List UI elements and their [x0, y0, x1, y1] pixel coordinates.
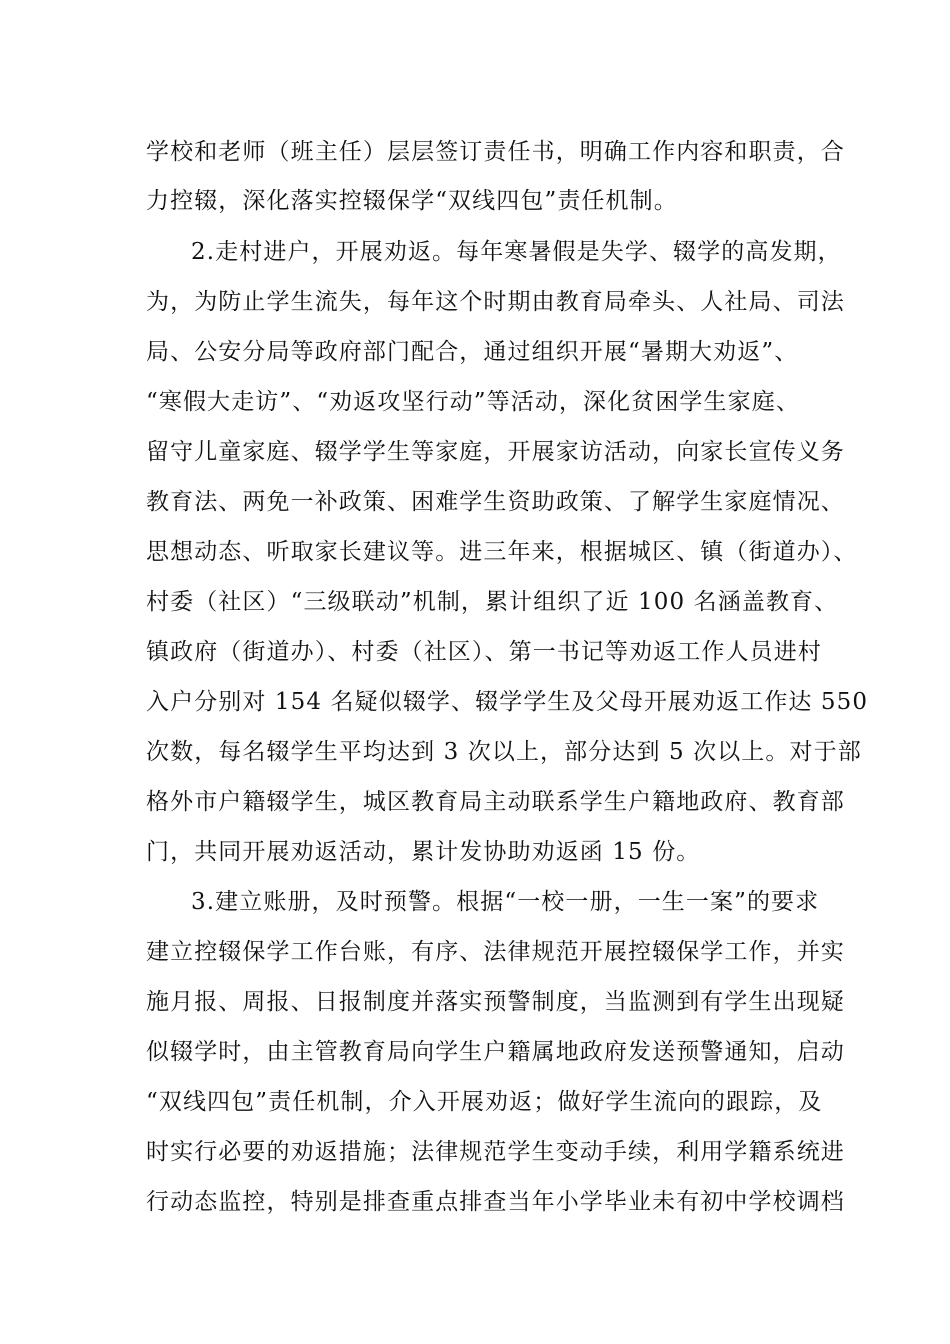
text-line: 格外市户籍辍学生，城区教育局主动联系学生户籍地政府、教育部 — [146, 789, 845, 815]
text-line: 思想动态、听取家长建议等。进三年来，根据城区、镇（街道办）、 — [146, 539, 858, 565]
text-line: 时实行必要的劝返措施；法律规范学生变动手续，利用学籍系统进 — [146, 1139, 845, 1165]
text-line: 次数，每名辍学生平均达到 3 次以上，部分达到 5 次以上。对于部 — [146, 739, 862, 765]
text-line: 行动态监控，特别是排查重点排查当年小学毕业未有初中学校调档 — [146, 1189, 845, 1215]
text-line: 似辍学时，由主管教育局向学生户籍属地政府发送预警通知，启动 — [146, 1039, 845, 1065]
paragraph-start-line: 2.走村进户，开展劝返。每年寒暑假是失学、辍学的高发期， — [191, 239, 842, 265]
text-line: 教育法、两免一补政策、困难学生资助政策、了解学生家庭情况、 — [146, 489, 845, 515]
text-line: 局、公安分局等政府部门配合，通过组织开展“暑期大劝返”、 — [146, 339, 799, 365]
text-line: “双线四包”责任机制，介入开展劝返；做好学生流向的跟踪，及 — [146, 1089, 823, 1115]
text-line: 镇政府（街道办）、村委（社区）、第一书记等劝返工作人员进村 — [146, 639, 822, 665]
text-line: 村委（社区）“三级联动”机制，累计组织了近 100 名涵盖教育、 — [146, 589, 839, 615]
text-line: “寒假大走访”、“劝返攻坚行动”等活动，深化贫困学生家庭、 — [146, 389, 800, 415]
text-line: 力控辍，深化落实控辍保学“双线四包”责任机制。 — [146, 188, 678, 214]
text-line: 门，共同开展劝返活动，累计发协助劝返函 15 份。 — [146, 839, 701, 865]
paragraph-start-line: 3.建立账册，及时预警。根据“一校一册，一生一案”的要求 — [191, 889, 820, 915]
text-line: 施月报、周报、日报制度并落实预警制度，当监测到有学生出现疑 — [146, 989, 845, 1015]
text-line: 学校和老师（班主任）层层签订责任书，明确工作内容和职责，合 — [146, 139, 845, 165]
text-line: 入户分别对 154 名疑似辍学、辍学学生及父母开展劝返工作达 550 — [146, 689, 869, 715]
text-line: 留守儿童家庭、辍学学生等家庭，开展家访活动，向家长宣传义务 — [146, 439, 845, 465]
text-line: 建立控辍保学工作台账，有序、法律规范开展控辍保学工作，并实 — [146, 939, 845, 965]
text-line: 为，为防止学生流失，每年这个时期由教育局牵头、人社局、司法 — [146, 289, 845, 315]
